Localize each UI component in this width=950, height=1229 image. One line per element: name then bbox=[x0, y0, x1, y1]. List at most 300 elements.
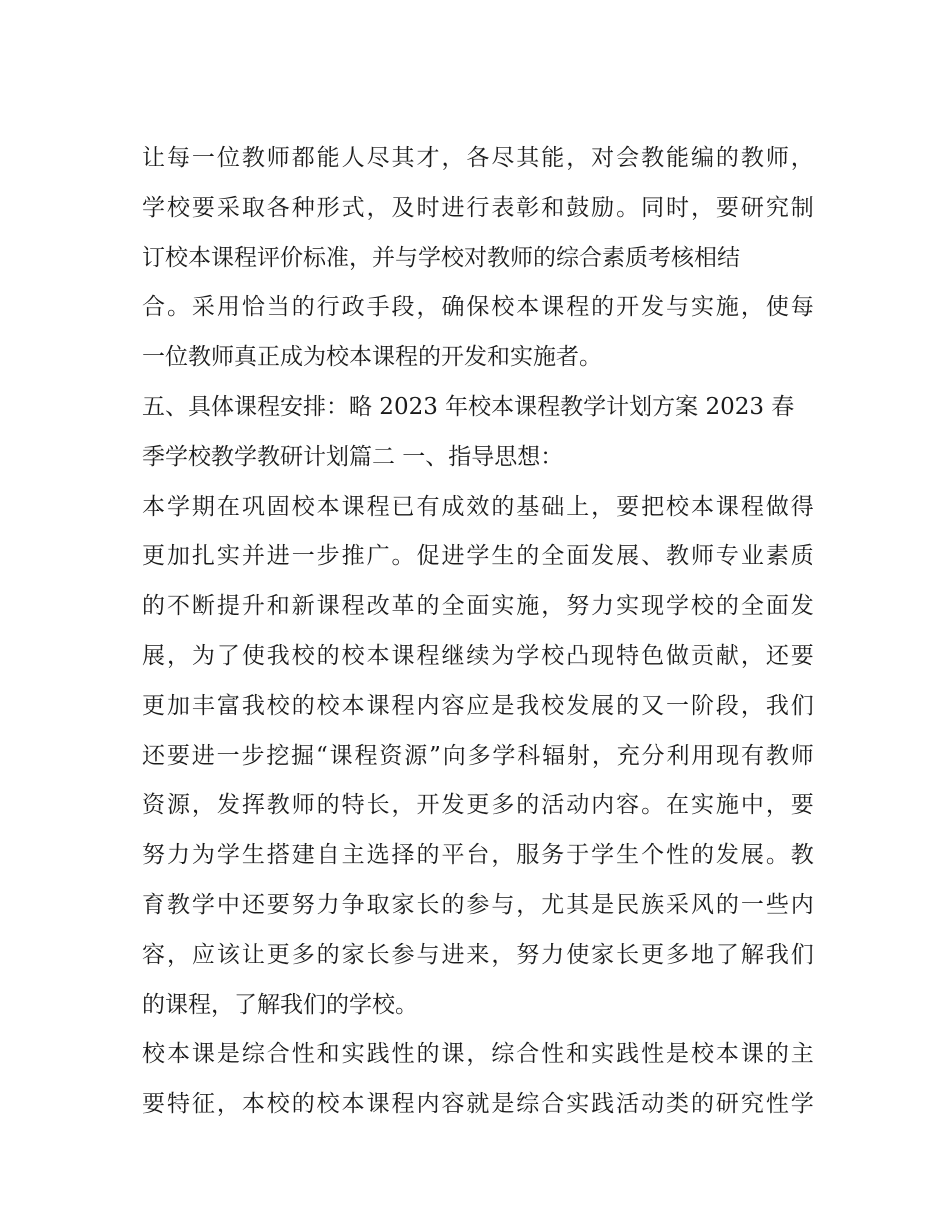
glyph: ， bbox=[566, 145, 590, 171]
glyph: 一 bbox=[216, 742, 240, 769]
glyph: 用 bbox=[691, 742, 715, 769]
glyph: 展 bbox=[616, 543, 640, 570]
glyph: 课 bbox=[541, 294, 565, 321]
glyph: 容 bbox=[441, 1091, 465, 1118]
glyph: ， bbox=[216, 1091, 240, 1118]
glyph: 进 bbox=[441, 194, 465, 221]
glyph: 来 bbox=[466, 941, 490, 968]
glyph: 展 bbox=[591, 692, 615, 719]
glyph: 程 bbox=[391, 692, 415, 719]
glyph: 更 bbox=[142, 692, 165, 719]
glyph: 努 bbox=[516, 941, 540, 968]
glyph: 合 bbox=[142, 294, 165, 321]
glyph: ， bbox=[491, 842, 515, 869]
glyph: 施 bbox=[715, 792, 739, 819]
glyph: 中 bbox=[740, 792, 764, 819]
glyph: 实 bbox=[690, 792, 714, 819]
glyph: 与 bbox=[666, 294, 690, 321]
text-line bbox=[142, 881, 814, 931]
glyph: 。 bbox=[391, 543, 415, 570]
glyph: 长 bbox=[616, 941, 640, 968]
glyph: 掘 bbox=[291, 742, 315, 769]
glyph: 的 bbox=[316, 941, 340, 968]
glyph: 各 bbox=[266, 194, 290, 221]
glyph: 我 bbox=[516, 692, 540, 719]
glyph: 的 bbox=[516, 792, 540, 819]
glyph: 与 bbox=[491, 891, 515, 918]
glyph: 。 bbox=[641, 792, 665, 819]
glyph: 革 bbox=[391, 593, 415, 620]
glyph: “ bbox=[316, 742, 328, 769]
glyph: 彰 bbox=[516, 194, 540, 221]
glyph: 巩 bbox=[241, 493, 265, 520]
glyph: 的 bbox=[416, 593, 440, 620]
text-line bbox=[142, 632, 814, 682]
glyph: 其 bbox=[516, 145, 540, 171]
glyph: ， bbox=[740, 294, 764, 321]
glyph: 制 bbox=[790, 194, 814, 221]
glyph: 发 bbox=[641, 294, 665, 321]
glyph: 校 bbox=[316, 692, 340, 719]
glyph: 课 bbox=[366, 1091, 390, 1118]
glyph: ， bbox=[740, 642, 764, 669]
glyph: 些 bbox=[765, 891, 789, 918]
glyph: 程 bbox=[740, 493, 764, 520]
glyph: 平 bbox=[441, 842, 465, 869]
glyph: 综 bbox=[516, 1091, 540, 1118]
glyph: 才 bbox=[416, 145, 440, 171]
glyph: 发 bbox=[715, 842, 739, 869]
glyph: 当 bbox=[266, 294, 290, 321]
glyph: 务 bbox=[541, 842, 565, 869]
glyph: 全 bbox=[541, 543, 565, 570]
glyph: 能 bbox=[316, 145, 340, 171]
glyph: 是 bbox=[216, 1041, 240, 1068]
glyph: 发 bbox=[591, 543, 615, 570]
glyph: 实 bbox=[566, 1091, 590, 1118]
glyph: ， bbox=[166, 941, 190, 968]
glyph: 实 bbox=[341, 1041, 365, 1068]
glyph: 本 bbox=[166, 1041, 190, 1068]
glyph: 了 bbox=[715, 941, 739, 968]
glyph: 推 bbox=[341, 543, 365, 570]
glyph: 在 bbox=[666, 792, 690, 819]
glyph: 该 bbox=[216, 941, 240, 968]
glyph: 现 bbox=[716, 742, 740, 769]
glyph: 是 bbox=[666, 1041, 690, 1068]
glyph: 课 bbox=[391, 642, 415, 669]
glyph: 步 bbox=[241, 742, 265, 769]
glyph: 本 bbox=[316, 493, 340, 520]
glyph: 校 bbox=[491, 294, 515, 321]
glyph: 本 bbox=[366, 642, 390, 669]
glyph: 台 bbox=[466, 842, 490, 869]
glyph: 程 bbox=[366, 493, 390, 520]
glyph: 编 bbox=[690, 145, 714, 171]
glyph: 类 bbox=[666, 1091, 690, 1118]
glyph: 贡 bbox=[690, 642, 714, 669]
glyph: 生 bbox=[241, 842, 265, 869]
glyph: 本 bbox=[142, 493, 165, 520]
glyph: 校 bbox=[316, 1091, 340, 1118]
glyph: 的 bbox=[491, 493, 515, 520]
glyph: 向 bbox=[442, 742, 466, 769]
glyph: 我 bbox=[266, 642, 290, 669]
text-line bbox=[142, 831, 814, 881]
glyph: 本 bbox=[241, 1091, 265, 1118]
glyph: 师 bbox=[790, 742, 814, 769]
glyph: ， bbox=[740, 692, 764, 719]
glyph: 使 bbox=[566, 941, 590, 968]
glyph: 学 bbox=[466, 543, 490, 570]
glyph: 动 bbox=[566, 792, 590, 819]
glyph: 的 bbox=[291, 1091, 315, 1118]
glyph: 特 bbox=[341, 792, 365, 819]
glyph: 段 bbox=[715, 692, 739, 719]
glyph: 进 bbox=[441, 941, 465, 968]
glyph: 展 bbox=[740, 842, 764, 869]
glyph: 的 bbox=[765, 1041, 789, 1068]
glyph: 教 bbox=[740, 145, 764, 171]
glyph: 每 bbox=[790, 294, 814, 321]
glyph: 的 bbox=[715, 593, 739, 620]
glyph: 争 bbox=[341, 891, 365, 918]
glyph: 献 bbox=[715, 642, 739, 669]
glyph: ， bbox=[166, 642, 190, 669]
glyph: 搭 bbox=[266, 842, 290, 869]
glyph: 课 bbox=[341, 493, 365, 520]
glyph: 应 bbox=[191, 941, 215, 968]
glyph: 又 bbox=[641, 692, 665, 719]
glyph: 使 bbox=[241, 642, 265, 669]
glyph: 课 bbox=[366, 692, 390, 719]
glyph: 内 bbox=[790, 891, 814, 918]
glyph: 全 bbox=[740, 593, 764, 620]
glyph: 师 bbox=[690, 543, 714, 570]
glyph: ， bbox=[466, 1041, 490, 1068]
glyph: 校 bbox=[690, 1041, 714, 1068]
text-line: 一位教师真正成为校本课程的开发和实施者。 bbox=[142, 344, 602, 371]
glyph: 的 bbox=[316, 642, 340, 669]
glyph: 射 bbox=[567, 742, 590, 769]
glyph: 性 bbox=[666, 842, 690, 869]
glyph: 家 bbox=[341, 941, 365, 968]
glyph: 主 bbox=[790, 1041, 814, 1068]
glyph: 还 bbox=[241, 891, 265, 918]
glyph: ， bbox=[191, 792, 215, 819]
glyph: 面 bbox=[466, 593, 490, 620]
glyph: 课 bbox=[329, 742, 353, 769]
glyph: 挖 bbox=[266, 742, 290, 769]
glyph: 还 bbox=[765, 642, 789, 669]
glyph: 行 bbox=[316, 294, 340, 321]
glyph: 课 bbox=[316, 593, 340, 620]
glyph: 用 bbox=[216, 294, 240, 321]
glyph: 究 bbox=[740, 1091, 764, 1118]
glyph: 本 bbox=[341, 692, 365, 719]
glyph: 的 bbox=[715, 891, 739, 918]
glyph: 践 bbox=[591, 1091, 615, 1118]
glyph: 利 bbox=[666, 742, 690, 769]
glyph: 提 bbox=[216, 593, 240, 620]
glyph: 。 bbox=[616, 194, 640, 221]
glyph: 生 bbox=[491, 543, 515, 570]
glyph: 践 bbox=[366, 1041, 390, 1068]
glyph: 实 bbox=[216, 543, 240, 570]
glyph: 学 bbox=[666, 593, 690, 620]
glyph: 有 bbox=[416, 493, 440, 520]
glyph: 学 bbox=[191, 891, 215, 918]
glyph: 断 bbox=[191, 593, 215, 620]
glyph: 扎 bbox=[191, 543, 215, 570]
glyph: ， bbox=[366, 194, 390, 221]
glyph: 学 bbox=[591, 842, 615, 869]
glyph: 继 bbox=[441, 642, 465, 669]
glyph: 加 bbox=[166, 543, 190, 570]
glyph: 采 bbox=[216, 194, 240, 221]
glyph: 生 bbox=[616, 842, 640, 869]
glyph: 程 bbox=[391, 1091, 415, 1118]
glyph: 程 bbox=[566, 294, 590, 321]
glyph: 要 bbox=[790, 792, 814, 819]
glyph: 本 bbox=[516, 294, 540, 321]
glyph: 的 bbox=[441, 891, 465, 918]
glyph: 家 bbox=[391, 891, 415, 918]
glyph: 让 bbox=[241, 941, 265, 968]
glyph: 分 bbox=[641, 742, 665, 769]
glyph: 同 bbox=[641, 194, 665, 221]
glyph: 使 bbox=[765, 294, 789, 321]
glyph: 做 bbox=[765, 493, 789, 520]
text-line bbox=[142, 682, 814, 732]
glyph: 为 bbox=[191, 842, 215, 869]
text-line: 五、具体课程安排：略 2023 年校本课程教学计划方案 2023 春 bbox=[142, 393, 795, 420]
glyph: 面 bbox=[765, 593, 789, 620]
glyph: 课 bbox=[715, 493, 739, 520]
document-body bbox=[142, 134, 814, 1130]
glyph: 校 bbox=[690, 593, 714, 620]
text-line bbox=[142, 1080, 814, 1130]
glyph: 合 bbox=[266, 1041, 290, 1068]
glyph: 能 bbox=[666, 145, 690, 171]
glyph: 进 bbox=[441, 543, 465, 570]
glyph: 恰 bbox=[241, 294, 265, 321]
text-line bbox=[142, 483, 814, 533]
glyph: 开 bbox=[416, 792, 440, 819]
glyph: 教 bbox=[241, 145, 265, 171]
glyph: 新 bbox=[291, 593, 315, 620]
glyph: ， bbox=[591, 493, 615, 520]
glyph: 为 bbox=[191, 642, 215, 669]
glyph: 校 bbox=[666, 493, 690, 520]
glyph: 的 bbox=[416, 1041, 440, 1068]
glyph: 要 bbox=[142, 1091, 165, 1118]
glyph: 学 bbox=[142, 194, 165, 221]
glyph: 学 bbox=[216, 842, 240, 869]
glyph: 基 bbox=[516, 493, 540, 520]
glyph: 促 bbox=[416, 543, 440, 570]
glyph: 性 bbox=[641, 1041, 665, 1068]
glyph: 阶 bbox=[690, 692, 714, 719]
glyph: 努 bbox=[566, 593, 590, 620]
glyph: 励 bbox=[591, 194, 615, 221]
glyph: 现 bbox=[641, 593, 665, 620]
glyph: 内 bbox=[591, 792, 615, 819]
glyph: 时 bbox=[416, 194, 440, 221]
glyph: 校 bbox=[266, 1091, 290, 1118]
glyph: 得 bbox=[790, 493, 814, 520]
glyph: 做 bbox=[666, 642, 690, 669]
glyph: 多 bbox=[666, 941, 690, 968]
glyph: 实 bbox=[491, 593, 515, 620]
glyph: 了 bbox=[216, 642, 240, 669]
glyph: 。 bbox=[765, 842, 789, 869]
glyph: 更 bbox=[641, 941, 665, 968]
glyph: 行 bbox=[466, 194, 490, 221]
glyph: 各 bbox=[466, 145, 490, 171]
glyph: 专 bbox=[715, 543, 739, 570]
glyph: ， bbox=[441, 145, 465, 171]
glyph: 力 bbox=[166, 842, 190, 869]
glyph: 础 bbox=[541, 493, 565, 520]
glyph: 尽 bbox=[491, 145, 515, 171]
glyph: 我 bbox=[765, 692, 789, 719]
glyph: 发 bbox=[216, 792, 240, 819]
glyph: ， bbox=[491, 941, 515, 968]
text-line: 季学校教学教研计划篇二 一、指导思想： bbox=[142, 443, 564, 470]
glyph: 本 bbox=[341, 1091, 365, 1118]
glyph: 特 bbox=[166, 1091, 190, 1118]
glyph: 的 bbox=[591, 294, 615, 321]
glyph: 综 bbox=[491, 1041, 515, 1068]
text-line bbox=[142, 134, 814, 184]
glyph: 的 bbox=[616, 692, 640, 719]
glyph: 更 bbox=[142, 543, 165, 570]
glyph: 师 bbox=[291, 792, 315, 819]
glyph: 参 bbox=[391, 941, 415, 968]
glyph: 全 bbox=[441, 593, 465, 620]
glyph: 自 bbox=[316, 842, 340, 869]
glyph: 素 bbox=[765, 543, 789, 570]
glyph: 努 bbox=[291, 891, 315, 918]
glyph: 富 bbox=[216, 692, 240, 719]
glyph: 更 bbox=[266, 941, 290, 968]
glyph: 教 bbox=[790, 842, 814, 869]
glyph: 族 bbox=[641, 891, 665, 918]
glyph: 研 bbox=[740, 194, 764, 221]
glyph: 要 bbox=[166, 742, 190, 769]
glyph: 要 bbox=[616, 493, 640, 520]
glyph: 效 bbox=[466, 493, 490, 520]
glyph: 有 bbox=[741, 742, 765, 769]
glyph: 校 bbox=[166, 194, 190, 221]
glyph: 源 bbox=[404, 742, 428, 769]
glyph: 和 bbox=[266, 593, 290, 620]
glyph: 的 bbox=[291, 294, 315, 321]
glyph: 的 bbox=[715, 145, 739, 171]
glyph: 和 bbox=[316, 1041, 340, 1068]
glyph: 参 bbox=[466, 891, 490, 918]
glyph: 建 bbox=[291, 842, 315, 869]
glyph: 教 bbox=[765, 742, 789, 769]
glyph: 是 bbox=[491, 692, 515, 719]
glyph: 种 bbox=[291, 194, 315, 221]
glyph: 教 bbox=[166, 891, 190, 918]
glyph: 合 bbox=[541, 1091, 565, 1118]
glyph: 程 bbox=[354, 742, 378, 769]
glyph: 多 bbox=[491, 792, 515, 819]
glyph: 采 bbox=[666, 891, 690, 918]
glyph: 政 bbox=[341, 294, 365, 321]
glyph: 不 bbox=[166, 593, 190, 620]
glyph: 挥 bbox=[241, 792, 265, 819]
glyph: 服 bbox=[516, 842, 540, 869]
glyph: 民 bbox=[616, 891, 640, 918]
glyph: 还 bbox=[142, 742, 165, 769]
glyph: 期 bbox=[191, 493, 215, 520]
glyph: 步 bbox=[316, 543, 340, 570]
glyph: ” bbox=[429, 742, 441, 769]
glyph: 究 bbox=[765, 194, 789, 221]
glyph: 合 bbox=[516, 1041, 540, 1068]
glyph: 开 bbox=[616, 294, 640, 321]
glyph: 动 bbox=[641, 1091, 665, 1118]
glyph: 尤 bbox=[541, 891, 565, 918]
glyph: 进 bbox=[191, 742, 215, 769]
glyph: 我 bbox=[765, 941, 789, 968]
glyph: 力 bbox=[591, 593, 615, 620]
glyph: 色 bbox=[641, 642, 665, 669]
glyph: 每 bbox=[166, 145, 190, 171]
glyph: 发 bbox=[790, 593, 814, 620]
glyph: 长 bbox=[366, 792, 390, 819]
glyph: 性 bbox=[291, 1041, 315, 1068]
glyph: 性 bbox=[541, 1041, 565, 1068]
glyph: 在 bbox=[216, 493, 240, 520]
glyph: 一 bbox=[666, 692, 690, 719]
glyph: ， bbox=[516, 891, 540, 918]
text-line bbox=[142, 283, 814, 333]
glyph: 时 bbox=[666, 194, 690, 221]
glyph: 要 bbox=[266, 891, 290, 918]
glyph: 把 bbox=[641, 493, 665, 520]
glyph: ， bbox=[416, 294, 440, 321]
glyph: 多 bbox=[291, 941, 315, 968]
glyph: 一 bbox=[740, 891, 764, 918]
glyph: 于 bbox=[566, 842, 590, 869]
glyph: 发 bbox=[441, 792, 465, 819]
glyph: 本 bbox=[715, 1041, 739, 1068]
text-line bbox=[142, 732, 814, 782]
glyph: 教 bbox=[266, 792, 290, 819]
glyph: 校 bbox=[541, 692, 565, 719]
glyph: 业 bbox=[740, 543, 764, 570]
glyph: 中 bbox=[216, 891, 240, 918]
glyph: 成 bbox=[441, 493, 465, 520]
glyph: 段 bbox=[391, 294, 415, 321]
glyph: 丰 bbox=[191, 692, 215, 719]
glyph: 人 bbox=[341, 145, 365, 171]
glyph: 、 bbox=[641, 543, 665, 570]
glyph: 个 bbox=[641, 842, 665, 869]
glyph: 多 bbox=[467, 742, 491, 769]
glyph: ， bbox=[790, 145, 814, 171]
glyph: 会 bbox=[616, 145, 640, 171]
glyph: 一 bbox=[291, 543, 315, 570]
glyph: 校 bbox=[541, 642, 565, 669]
glyph: 学 bbox=[516, 642, 540, 669]
glyph: 资 bbox=[379, 742, 403, 769]
